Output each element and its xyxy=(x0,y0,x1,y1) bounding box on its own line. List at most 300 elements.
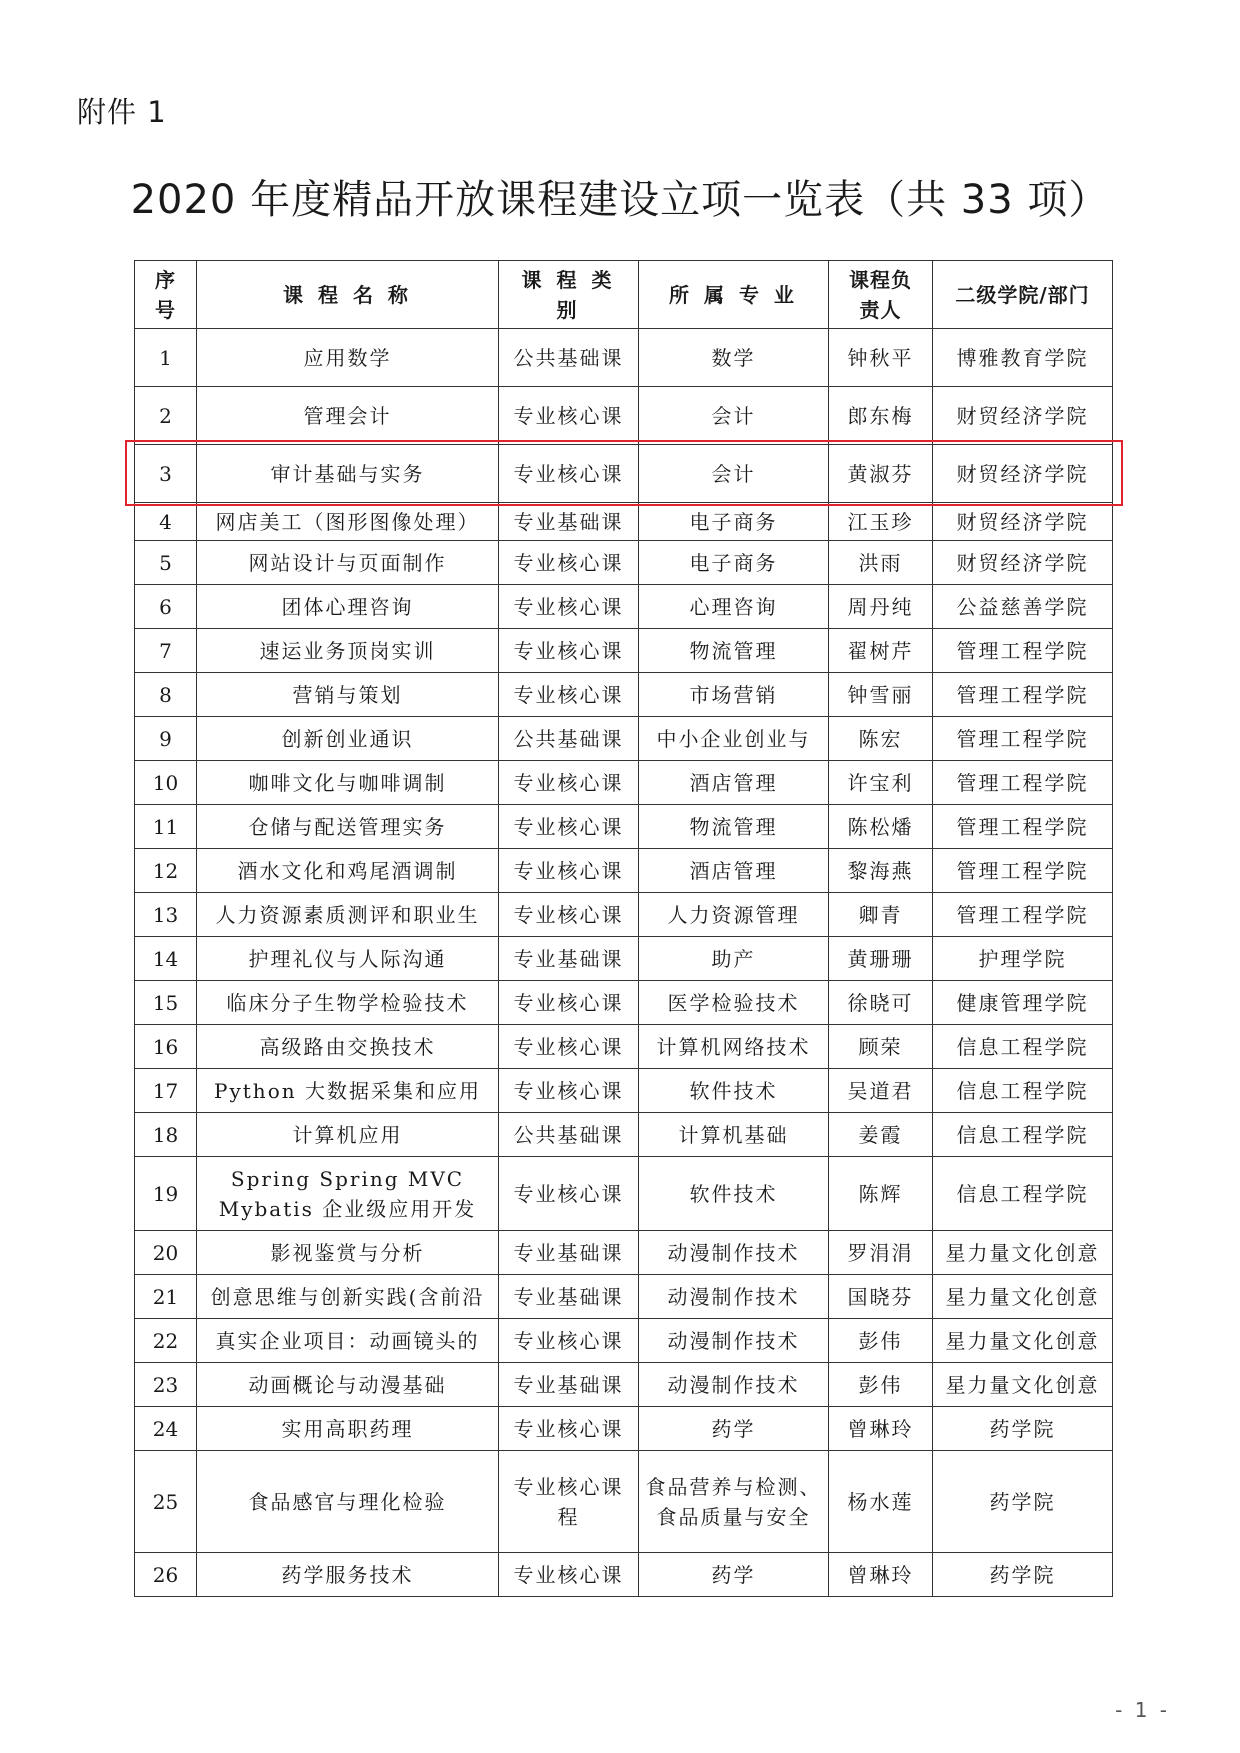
table-row xyxy=(135,541,1113,585)
row-leader xyxy=(829,629,933,673)
table-row xyxy=(135,1553,1113,1597)
row-leader xyxy=(829,503,933,541)
row-leader-text: 曾琳玲 xyxy=(847,1416,914,1441)
row-major-text: 市场营销 xyxy=(689,682,778,707)
row-leader xyxy=(829,585,933,629)
table-row xyxy=(135,1231,1113,1275)
row-department xyxy=(933,1407,1113,1451)
row-leader-text: 杨水莲 xyxy=(847,1489,914,1514)
row-seq-text: 13 xyxy=(152,902,179,927)
row-course-type-text: 专业核心课程 xyxy=(513,1474,624,1529)
row-leader xyxy=(829,981,933,1025)
row-seq-text: 7 xyxy=(159,638,172,663)
row-seq xyxy=(135,585,197,629)
row-course-name xyxy=(197,1231,499,1275)
row-department xyxy=(933,1069,1113,1113)
row-leader-text: 彭伟 xyxy=(858,1372,903,1397)
row-leader xyxy=(829,849,933,893)
row-course-type-text: 专业核心课 xyxy=(513,814,624,839)
row-course-name xyxy=(197,1275,499,1319)
row-course-type xyxy=(499,717,639,761)
row-major-text: 酒店管理 xyxy=(689,770,778,795)
row-leader-text: 徐晓可 xyxy=(847,990,914,1015)
row-course-type-text: 专业核心课 xyxy=(513,990,624,1015)
row-department xyxy=(933,1231,1113,1275)
row-course-name-text: 食品感官与理化检验 xyxy=(248,1489,447,1514)
row-department-text: 星力量文化创意 xyxy=(945,1240,1100,1265)
row-seq xyxy=(135,387,197,445)
row-department xyxy=(933,937,1113,981)
row-major-text: 会计 xyxy=(711,403,756,428)
row-department xyxy=(933,1113,1113,1157)
row-course-type-text: 专业核心课 xyxy=(513,770,624,795)
row-course-type xyxy=(499,541,639,585)
row-major xyxy=(639,1451,829,1553)
row-department xyxy=(933,893,1113,937)
row-department xyxy=(933,805,1113,849)
row-leader xyxy=(829,1553,933,1597)
row-course-name-text: 酒水文化和鸡尾酒调制 xyxy=(237,858,458,883)
row-seq xyxy=(135,1451,197,1553)
table-row xyxy=(135,1157,1113,1231)
row-major-text: 心理咨询 xyxy=(689,594,778,619)
header-seq: 序号 xyxy=(135,261,197,329)
table-row xyxy=(135,387,1113,445)
row-course-type-text: 专业基础课 xyxy=(513,946,624,971)
row-course-type-text: 专业核心课 xyxy=(513,1078,624,1103)
row-course-type-text: 公共基础课 xyxy=(513,345,624,370)
row-course-type xyxy=(499,673,639,717)
row-course-name xyxy=(197,329,499,387)
row-seq xyxy=(135,629,197,673)
row-course-type xyxy=(499,1553,639,1597)
row-department xyxy=(933,1319,1113,1363)
row-seq-text: 26 xyxy=(152,1562,179,1587)
header-department: 二级学院/部门 xyxy=(933,261,1113,329)
row-course-type-text: 专业基础课 xyxy=(513,1284,624,1309)
row-department-text: 星力量文化创意 xyxy=(945,1284,1100,1309)
row-seq xyxy=(135,1275,197,1319)
row-seq-text: 8 xyxy=(159,682,172,707)
row-major xyxy=(639,1319,829,1363)
row-course-name-text: 仓储与配送管理实务 xyxy=(248,814,447,839)
row-major-text: 人力资源管理 xyxy=(667,902,800,927)
row-seq-text: 14 xyxy=(152,946,179,971)
row-course-type xyxy=(499,1451,639,1553)
row-leader-text: 许宝利 xyxy=(847,770,914,795)
row-course-type xyxy=(499,849,639,893)
table-row xyxy=(135,1319,1113,1363)
row-department-text: 管理工程学院 xyxy=(956,814,1089,839)
row-course-type-text: 专业核心课 xyxy=(513,638,624,663)
row-major xyxy=(639,541,829,585)
row-course-name-text: 真实企业项目：动画镜头的 xyxy=(215,1328,480,1353)
table-row xyxy=(135,937,1113,981)
row-major xyxy=(639,585,829,629)
row-course-name-text: 高级路由交换技术 xyxy=(259,1034,436,1059)
row-seq xyxy=(135,1363,197,1407)
row-major xyxy=(639,1275,829,1319)
row-course-name xyxy=(197,1025,499,1069)
row-leader xyxy=(829,673,933,717)
row-seq-text: 15 xyxy=(152,990,179,1015)
row-department-text: 信息工程学院 xyxy=(956,1078,1089,1103)
row-major xyxy=(639,1113,829,1157)
row-department xyxy=(933,849,1113,893)
row-course-type-text: 公共基础课 xyxy=(513,1122,624,1147)
row-seq xyxy=(135,673,197,717)
row-course-type xyxy=(499,1319,639,1363)
row-leader-text: 翟树芹 xyxy=(847,638,914,663)
row-major-text: 动漫制作技术 xyxy=(667,1240,800,1265)
row-course-type xyxy=(499,1363,639,1407)
row-course-name-text: 实用高职药理 xyxy=(281,1416,414,1441)
row-seq xyxy=(135,1231,197,1275)
row-course-name xyxy=(197,1069,499,1113)
row-department xyxy=(933,673,1113,717)
row-major xyxy=(639,981,829,1025)
row-major xyxy=(639,387,829,445)
row-course-name xyxy=(197,541,499,585)
row-major-text: 动漫制作技术 xyxy=(667,1284,800,1309)
row-course-name-text: 临床分子生物学检验技术 xyxy=(226,990,469,1015)
row-department xyxy=(933,1451,1113,1553)
row-major xyxy=(639,1025,829,1069)
row-leader xyxy=(829,1069,933,1113)
row-leader xyxy=(829,1451,933,1553)
row-department-text: 星力量文化创意 xyxy=(945,1372,1100,1397)
row-leader-text: 卿青 xyxy=(858,902,903,927)
row-major xyxy=(639,673,829,717)
row-course-name-text: 影视鉴赏与分析 xyxy=(270,1240,425,1265)
row-major-text: 电子商务 xyxy=(689,550,778,575)
table-row xyxy=(135,1451,1113,1553)
row-course-name xyxy=(197,673,499,717)
row-major xyxy=(639,1553,829,1597)
row-course-name-text: 药学服务技术 xyxy=(281,1562,414,1587)
row-seq-text: 21 xyxy=(152,1284,179,1309)
row-course-name-text: 计算机应用 xyxy=(292,1122,403,1147)
row-seq-text: 23 xyxy=(152,1372,179,1397)
row-leader-text: 钟秋平 xyxy=(847,345,914,370)
row-leader-text: 周丹纯 xyxy=(847,594,914,619)
row-department xyxy=(933,541,1113,585)
row-department xyxy=(933,1553,1113,1597)
row-major xyxy=(639,1231,829,1275)
row-course-type-text: 专业基础课 xyxy=(513,509,624,534)
row-department-text: 管理工程学院 xyxy=(956,902,1089,927)
row-department xyxy=(933,585,1113,629)
row-major-text: 食品营养与检测、食品质量与安全 xyxy=(645,1474,822,1529)
row-seq-text: 20 xyxy=(152,1240,179,1265)
row-course-type xyxy=(499,1275,639,1319)
row-course-name xyxy=(197,1553,499,1597)
row-leader-text: 顾荣 xyxy=(858,1034,903,1059)
row-leader-text: 陈辉 xyxy=(858,1181,903,1206)
row-course-name xyxy=(197,893,499,937)
row-course-name xyxy=(197,1363,499,1407)
table-row xyxy=(135,805,1113,849)
row-leader xyxy=(829,805,933,849)
row-major-text: 动漫制作技术 xyxy=(667,1328,800,1353)
row-course-type-text: 专业核心课 xyxy=(513,1562,624,1587)
table-row xyxy=(135,1275,1113,1319)
row-course-name-text: 创新创业通识 xyxy=(281,726,414,751)
row-department-text: 公益慈善学院 xyxy=(956,594,1089,619)
row-leader-text: 郎东梅 xyxy=(847,403,914,428)
row-department-text: 健康管理学院 xyxy=(956,990,1089,1015)
row-major xyxy=(639,849,829,893)
table-row xyxy=(135,761,1113,805)
row-course-name-text: 审计基础与实务 xyxy=(270,461,425,486)
row-department-text: 药学院 xyxy=(989,1489,1056,1514)
row-seq xyxy=(135,329,197,387)
page-title: 2020 年度精品开放课程建设立项一览表（共 33 项） xyxy=(130,177,1110,223)
row-course-name xyxy=(197,717,499,761)
table-row xyxy=(135,585,1113,629)
row-leader xyxy=(829,1157,933,1231)
table-row xyxy=(135,893,1113,937)
table-row xyxy=(135,1363,1113,1407)
row-course-name-text: 网站设计与页面制作 xyxy=(248,550,447,575)
table-row xyxy=(135,717,1113,761)
row-major xyxy=(639,893,829,937)
row-department xyxy=(933,1157,1113,1231)
highlight-box xyxy=(125,440,1123,506)
table-row xyxy=(135,1407,1113,1451)
row-leader-text: 黄珊珊 xyxy=(847,946,914,971)
row-leader xyxy=(829,761,933,805)
row-department-text: 财贸经济学院 xyxy=(956,403,1089,428)
row-department-text: 信息工程学院 xyxy=(956,1122,1089,1147)
table-row xyxy=(135,981,1113,1025)
table-row xyxy=(135,849,1113,893)
row-course-type xyxy=(499,329,639,387)
row-seq xyxy=(135,1113,197,1157)
row-major-text: 电子商务 xyxy=(689,509,778,534)
row-course-type xyxy=(499,1069,639,1113)
row-course-name xyxy=(197,585,499,629)
row-course-type xyxy=(499,761,639,805)
row-major xyxy=(639,1157,829,1231)
row-leader xyxy=(829,387,933,445)
table-row xyxy=(135,673,1113,717)
row-leader xyxy=(829,329,933,387)
row-course-name-text: 人力资源素质测评和职业生 xyxy=(215,902,480,927)
row-course-type-text: 专业核心课 xyxy=(513,1416,624,1441)
row-course-name-text: 团体心理咨询 xyxy=(281,594,414,619)
row-leader-text: 钟雪丽 xyxy=(847,682,914,707)
row-department-text: 博雅教育学院 xyxy=(956,345,1089,370)
row-major xyxy=(639,717,829,761)
row-major-text: 软件技术 xyxy=(689,1181,778,1206)
row-course-type xyxy=(499,893,639,937)
row-leader xyxy=(829,1275,933,1319)
row-seq xyxy=(135,1407,197,1451)
row-course-name xyxy=(197,981,499,1025)
row-course-type xyxy=(499,585,639,629)
table-row xyxy=(135,629,1113,673)
row-major-text: 软件技术 xyxy=(689,1078,778,1103)
row-course-name-text: 护理礼仪与人际沟通 xyxy=(248,946,447,971)
row-course-type xyxy=(499,937,639,981)
row-course-name-text: 营销与策划 xyxy=(292,682,403,707)
row-department-text: 管理工程学院 xyxy=(956,726,1089,751)
row-seq xyxy=(135,541,197,585)
page-number: - 1 - xyxy=(1115,1698,1170,1722)
row-course-type xyxy=(499,1113,639,1157)
row-course-type xyxy=(499,629,639,673)
row-course-type-text: 专业核心课 xyxy=(513,550,624,575)
row-course-type-text: 专业核心课 xyxy=(513,1034,624,1059)
row-major xyxy=(639,937,829,981)
row-seq xyxy=(135,937,197,981)
row-major-text: 助产 xyxy=(711,946,756,971)
row-seq-text: 25 xyxy=(152,1489,179,1514)
row-department-text: 财贸经济学院 xyxy=(956,550,1089,575)
row-seq-text: 17 xyxy=(152,1078,179,1103)
row-major xyxy=(639,629,829,673)
row-major-text: 物流管理 xyxy=(689,814,778,839)
row-major-text: 计算机基础 xyxy=(678,1122,789,1147)
row-seq xyxy=(135,893,197,937)
row-major xyxy=(639,1363,829,1407)
row-leader xyxy=(829,541,933,585)
row-department-text: 管理工程学院 xyxy=(956,682,1089,707)
row-course-name xyxy=(197,937,499,981)
row-major-text: 医学检验技术 xyxy=(667,990,800,1015)
row-department-text: 信息工程学院 xyxy=(956,1034,1089,1059)
row-course-name-text: Spring Spring MVC Mybatis 企业级应用开发 xyxy=(218,1166,477,1221)
row-leader xyxy=(829,1319,933,1363)
row-seq xyxy=(135,981,197,1025)
row-seq xyxy=(135,503,197,541)
header-course-name: 课 程 名 称 xyxy=(197,261,499,329)
row-course-type-text: 专业基础课 xyxy=(513,1240,624,1265)
row-seq-text: 24 xyxy=(152,1416,179,1441)
row-leader xyxy=(829,893,933,937)
row-leader xyxy=(829,1025,933,1069)
row-leader xyxy=(829,1407,933,1451)
row-seq-text: 18 xyxy=(152,1122,179,1147)
row-course-type-text: 专业基础课 xyxy=(513,1372,624,1397)
row-major xyxy=(639,761,829,805)
row-major-text: 计算机网络技术 xyxy=(656,1034,811,1059)
row-department xyxy=(933,503,1113,541)
row-course-type-text: 专业核心课 xyxy=(513,403,624,428)
row-department-text: 星力量文化创意 xyxy=(945,1328,1100,1353)
row-course-type xyxy=(499,1407,639,1451)
row-leader xyxy=(829,1113,933,1157)
row-course-type-text: 专业核心课 xyxy=(513,682,624,707)
row-major-text: 药学 xyxy=(711,1416,756,1441)
row-course-name-text: 应用数学 xyxy=(303,345,392,370)
row-course-name xyxy=(197,1407,499,1451)
row-seq xyxy=(135,717,197,761)
row-course-type xyxy=(499,1157,639,1231)
row-course-type-text: 专业核心课 xyxy=(513,594,624,619)
row-course-name xyxy=(197,1451,499,1553)
row-department-text: 药学院 xyxy=(989,1416,1056,1441)
header-course-type: 课 程 类 别 xyxy=(499,261,639,329)
row-seq-text: 1 xyxy=(159,345,172,370)
row-leader xyxy=(829,717,933,761)
row-leader-text: 江玉珍 xyxy=(847,509,914,534)
row-seq-text: 9 xyxy=(159,726,172,751)
row-seq-text: 11 xyxy=(152,814,179,839)
row-major-text: 中小企业创业与 xyxy=(656,726,811,751)
row-course-name xyxy=(197,1319,499,1363)
row-seq-text: 2 xyxy=(159,403,172,428)
row-seq xyxy=(135,805,197,849)
row-department xyxy=(933,329,1113,387)
row-major-text: 动漫制作技术 xyxy=(667,1372,800,1397)
row-course-type xyxy=(499,805,639,849)
row-major-text: 物流管理 xyxy=(689,638,778,663)
row-course-type xyxy=(499,1025,639,1069)
table-row xyxy=(135,329,1113,387)
row-leader-text: 国晓芬 xyxy=(847,1284,914,1309)
row-seq-text: 19 xyxy=(152,1181,179,1206)
row-course-name xyxy=(197,849,499,893)
row-leader-text: 曾琳玲 xyxy=(847,1562,914,1587)
row-department xyxy=(933,1275,1113,1319)
table-row xyxy=(135,503,1113,541)
row-course-name xyxy=(197,805,499,849)
row-leader xyxy=(829,1363,933,1407)
row-major xyxy=(639,805,829,849)
row-seq-text: 6 xyxy=(159,594,172,619)
row-course-name xyxy=(197,387,499,445)
row-department-text: 管理工程学院 xyxy=(956,638,1089,663)
attachment-label: 附件 1 xyxy=(77,95,167,129)
row-seq xyxy=(135,1025,197,1069)
row-department xyxy=(933,387,1113,445)
row-course-name xyxy=(197,1157,499,1231)
table-body xyxy=(135,329,1113,1597)
row-course-name xyxy=(197,761,499,805)
row-department-text: 护理学院 xyxy=(978,946,1067,971)
row-major-text: 酒店管理 xyxy=(689,858,778,883)
row-course-name xyxy=(197,629,499,673)
row-course-type xyxy=(499,981,639,1025)
row-department-text: 管理工程学院 xyxy=(956,858,1089,883)
row-course-name-text: 速运业务顶岗实训 xyxy=(259,638,436,663)
row-seq-text: 12 xyxy=(152,858,179,883)
row-leader xyxy=(829,1231,933,1275)
row-major-text: 数学 xyxy=(711,345,756,370)
row-course-name-text: 管理会计 xyxy=(303,403,392,428)
row-course-name xyxy=(197,503,499,541)
row-leader-text: 陈松燔 xyxy=(847,814,914,839)
row-leader-text: 洪雨 xyxy=(858,550,903,575)
row-course-type-text: 专业核心课 xyxy=(513,461,624,486)
row-department xyxy=(933,629,1113,673)
row-department xyxy=(933,717,1113,761)
row-department-text: 财贸经济学院 xyxy=(956,461,1089,486)
row-major-text: 会计 xyxy=(711,461,756,486)
row-major xyxy=(639,503,829,541)
row-department-text: 药学院 xyxy=(989,1562,1056,1587)
row-course-name-text: 咖啡文化与咖啡调制 xyxy=(248,770,447,795)
row-department xyxy=(933,1025,1113,1069)
row-course-type-text: 专业核心课 xyxy=(513,1181,624,1206)
row-leader-text: 罗涓涓 xyxy=(847,1240,914,1265)
row-seq xyxy=(135,1069,197,1113)
row-course-name-text: 网店美工（图形图像处理） xyxy=(215,509,480,534)
row-major-text: 药学 xyxy=(711,1562,756,1587)
row-seq-text: 16 xyxy=(152,1034,179,1059)
